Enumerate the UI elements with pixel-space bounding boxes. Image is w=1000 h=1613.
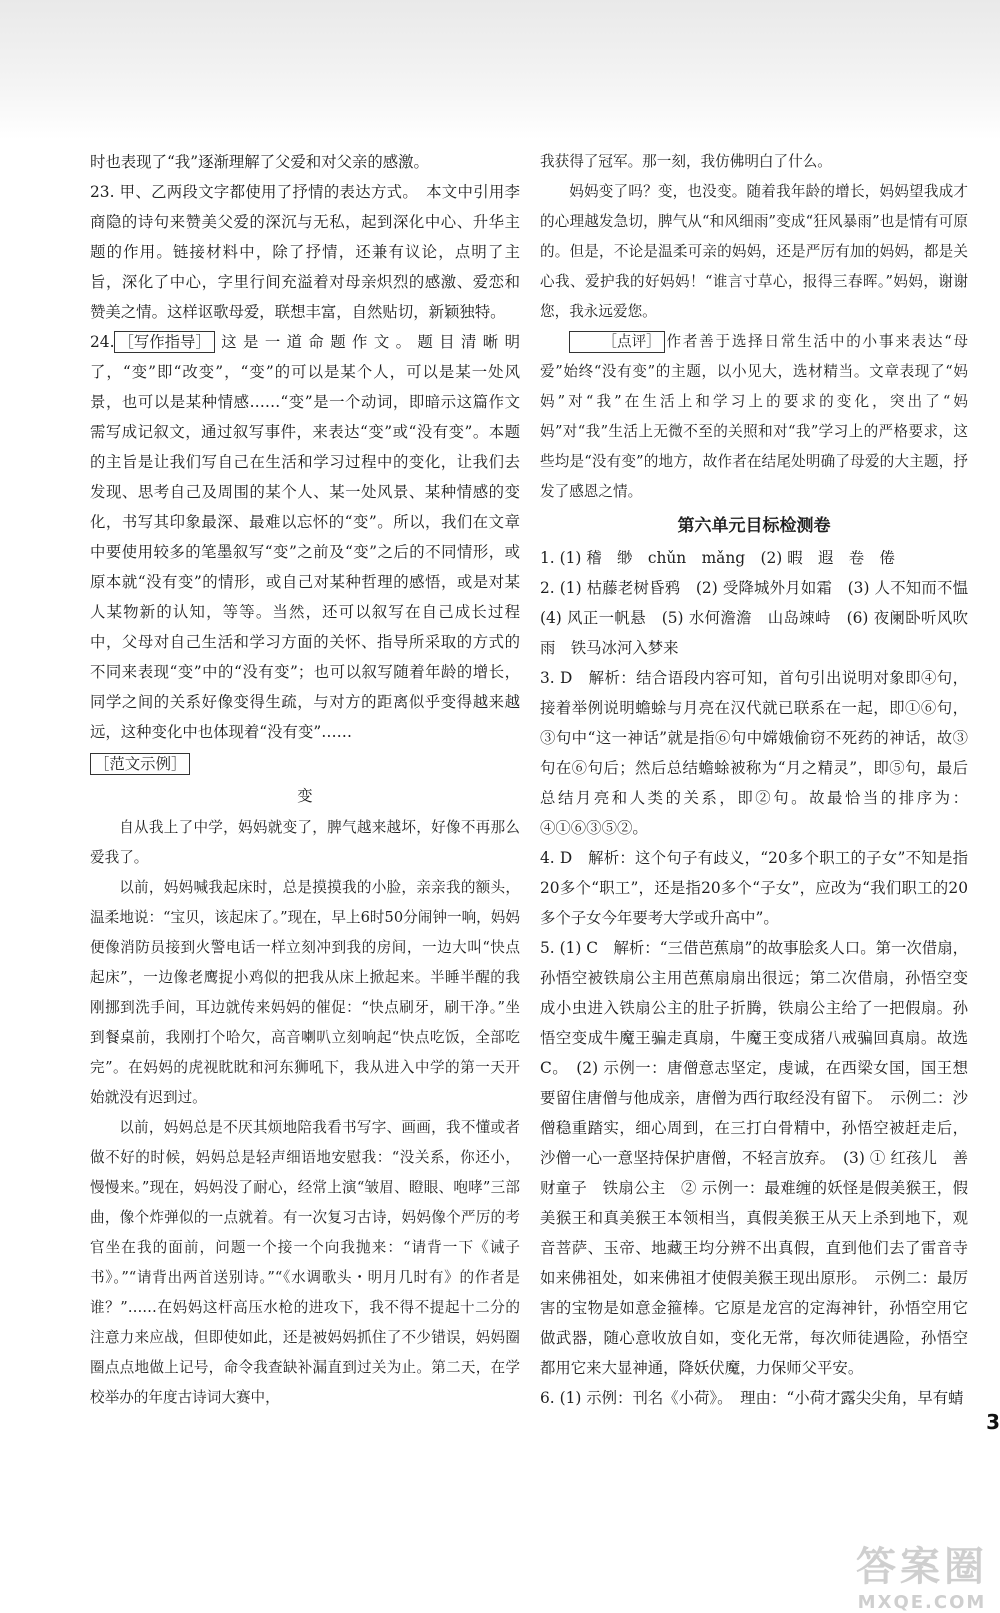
page-number: 3 bbox=[986, 1410, 1000, 1434]
essay-paragraph: 以前，妈妈总是不厌其烦地陪我看书写字、画画，我不懂或者做不好的时候，妈妈总是轻声细语地安慰我：“没关系，你还小，慢慢来。”现在，妈妈没了耐心，经常上演“皱眉、瞪眼、咆哮”三部曲，像个炸弹似的一点就着。有一次复习古诗，妈妈像个严厉的考官坐在我的面前，问题一个接一个向我抛来：“请背一下《诫子书》。”“请背出两首送别诗。”“《水调歌头・明月几时有》的作者是谁？”……在妈妈这杆高压水枪的进攻下，我不得不提起十二分的注意力来应战，但即使如此，还是被妈妈抓住了不少错误，妈妈圈圈点点地做上记号，命令我查缺补漏直到过关为止。第二天，在学校举办的年度古诗词大赛中， bbox=[90, 1119, 520, 1406]
essay-paragraph: 自从我上了中学，妈妈就变了，脾气越来越坏，好像不再那么爱我了。 bbox=[90, 819, 520, 866]
answer-24-text: 这是一道命题作文。题目清晰明了，“变”即“改变”，“变”的可以是某个人，可以是某一处风景，也可以是某种情感……“变”是一个动词，即暗示这篇作文需写成记叙文，通过叙写事件，来表达“变”或“没有变”。本题的主旨是让我们写自己在生活和学习过程中的变化，让我们去发现、思考自己及周围的某个人、某一处风景、某种情感的变化，书写其印象最深、最难以忘怀的“变”。所以，我们在文章中要使用较多的笔墨叙写“变”之前及“变”之后的不同情形，或原本就“没有变”的情形，或自己对某种哲理的感悟，或是对某人某物新的认知，等等。当然，还可以叙写在自己成长过程中，父母对自己生活和学习方面的关怀、指导所采取的方式的不同来表现“变”中的“没有变”；也可以叙写随着年龄的增长，同学之间的关系好像变得生疏，与对方的距离似乎变得越来越远，这种变化中也体现着“没有变”…… bbox=[90, 333, 520, 741]
model-essay bbox=[90, 813, 520, 1413]
essay-title: 变 bbox=[297, 787, 313, 805]
writing-guide-tag: ［写作指导］ bbox=[114, 331, 214, 353]
answer-2: 2. (1) 枯藤老树昏鸦 (2) 受降城外月如霜 (3) 人不知而不愠 (4) 风正一帆悬 (5) 水何澹澹 山岛竦峙 (6) 夜阑卧听风吹雨 铁马冰河入梦来 bbox=[540, 579, 984, 657]
essay-paragraph: 以前，妈妈喊我起床时，总是摸摸我的小脸，亲亲我的额头，温柔地说：“宝贝，该起床了。”现在，早上6时50分闹钟一响，妈妈便像消防员接到火警电话一样立刻冲到我的房间，一边大叫“快点起床”，一边像老鹰捉小鸡似的把我从床上掀起来。半睡半醒的我刚挪到洗手间，耳边就传来妈妈的催促：“快点刷牙，刷干净。”坐到餐桌前，我刚打个哈欠，高音喇叭立刻响起“快点吃饭，全部吃完”。在妈妈的虎视眈眈和河东狮吼下，我从进入中学的第一天开始就没有迟到过。 bbox=[90, 879, 520, 1106]
essay-comment bbox=[540, 327, 968, 507]
essay-paragraph: 我获得了冠军。那一刻，我仿佛明白了什么。 bbox=[540, 153, 832, 170]
answer-3: 3. D 解析：结合语段内容可知，首句引出说明对象即④句，接着举例说明蟾蜍与月亮在汉代就已联系在一起，即①⑥句，③句中“这一神话”就是指⑥句中嫦娥偷窃不死药的神话，故③句在⑥句后；然后总结蟾蜍被称为“月之精灵”，即⑤句，最后总结月亮和人类的关系，即②句。故最恰当的排序为：④①⑥③⑤②。 bbox=[540, 669, 968, 837]
answer-24-number: 24. bbox=[90, 333, 115, 351]
watermark-logo bbox=[856, 1535, 988, 1613]
watermark-url: MXQE.COM bbox=[857, 1592, 987, 1613]
model-essay-continued bbox=[540, 147, 968, 507]
answer-24 bbox=[90, 327, 520, 747]
answer-23: 23. 甲、乙两段文字都使用了抒情的表达方式。 本文中引用李商隐的诗句来赞美父爱的深沉与无私，起到深化中心、升华主题的作用。链接材料中，除了抒情，还兼有议论，点明了主旨，深化了中心，字里行间充溢着对母亲炽烈的感激、爱恋和赞美之情。这样讴歌母爱，联想丰富，自然贴切，新颖独特。 bbox=[90, 183, 520, 321]
comment-tag: ［点评］ bbox=[569, 331, 665, 353]
section-title: 第六单元目标检测卷 bbox=[677, 516, 831, 536]
model-essay-tag: ［范文示例］ bbox=[90, 753, 190, 775]
answer-22-tail: 时也表现了“我”逐渐理解了父爱和对父亲的感激。 bbox=[90, 153, 429, 171]
essay-paragraph: 妈妈变了吗？变，也没变。随着我年龄的增长，妈妈望我成才的心理越发急切，脾气从“和风细雨”变成“狂风暴雨”也是情有可原的。但是，不论是温柔可亲的妈妈，还是严厉有加的妈妈，都是关心我、爱护我的好妈妈！“谁言寸草心，报得三春晖。”妈妈，谢谢您，我永远爱您。 bbox=[540, 183, 968, 320]
scan-shadow-band bbox=[0, 0, 1000, 140]
right-column bbox=[540, 147, 984, 1413]
comment-text: 作者善于选择日常生活中的小事来表达“母爱”始终“没有变”的主题，以小见大，选材精当。文章表现了“妈妈”对“我”在生活上和学习上的要求的变化，突出了“妈妈”对“我”生活上无微不至的关照和对“我”学习上的严格要求，这些均是“没有变”的地方，故作者在结尾处明确了母爱的大主题，抒发了感恩之情。 bbox=[540, 333, 968, 500]
answer-6: 6. (1) 示例：刊名《小荷》。 理由：“小荷才露尖尖角，早有蜻 bbox=[540, 1389, 964, 1407]
answer-5: 5. (1) C 解析：“三借芭蕉扇”的故事脍炙人口。第一次借扇，孙悟空被铁扇公主用芭蕉扇扇出很远；第二次借扇，孙悟空变成小虫进入铁扇公主的肚子折腾，铁扇公主给了一把假扇。孙悟空变成牛魔王骗走真扇，牛魔王变成猪八戒骗回真扇。故选C。 (2) 示例一：唐僧意志坚定，虔诚，在西梁女国，国王想要留住唐僧与他成亲，唐僧为西行取经没有留下。 示例二：沙僧稳重踏实，细心周到，在三打白骨精中，孙悟空被赶走后，沙僧一心一意坚持保护唐僧，不轻言放弃。 (3) ① 红孩儿 善财童子 铁扇公主 ② 示例一：最难缠的妖怪是假美猴王，假美猴王和真美猴王本领相当，真假美猴王从天上杀到地下，观音菩萨、玉帝、地藏王均分辨不出真假，直到他们去了雷音寺如来佛祖处，如来佛祖才使假美猴王现出原形。 示例二：最厉害的宝物是如意金箍棒。它原是龙宫的定海神针，孙悟空用它做武器，随心意收放自如，变化无常，每次师徒遇险，孙悟空都用它来大显神通，降妖伏魔，力保师父平安。 bbox=[540, 939, 968, 1377]
answer-1: 1. (1) 稽 缈 chǔn mǎng (2) 暇 遐 卷 倦 bbox=[540, 549, 895, 567]
left-column bbox=[90, 147, 520, 1413]
answer-4: 4. D 解析：这个句子有歧义，“20多个职工的子女”不知是指20多个“职工”，还是指20多个“子女”，应改为“我们职工的20多个子女今年要考大学或升高中”。 bbox=[540, 849, 968, 927]
watermark-text: 答案圈 bbox=[856, 1544, 988, 1590]
